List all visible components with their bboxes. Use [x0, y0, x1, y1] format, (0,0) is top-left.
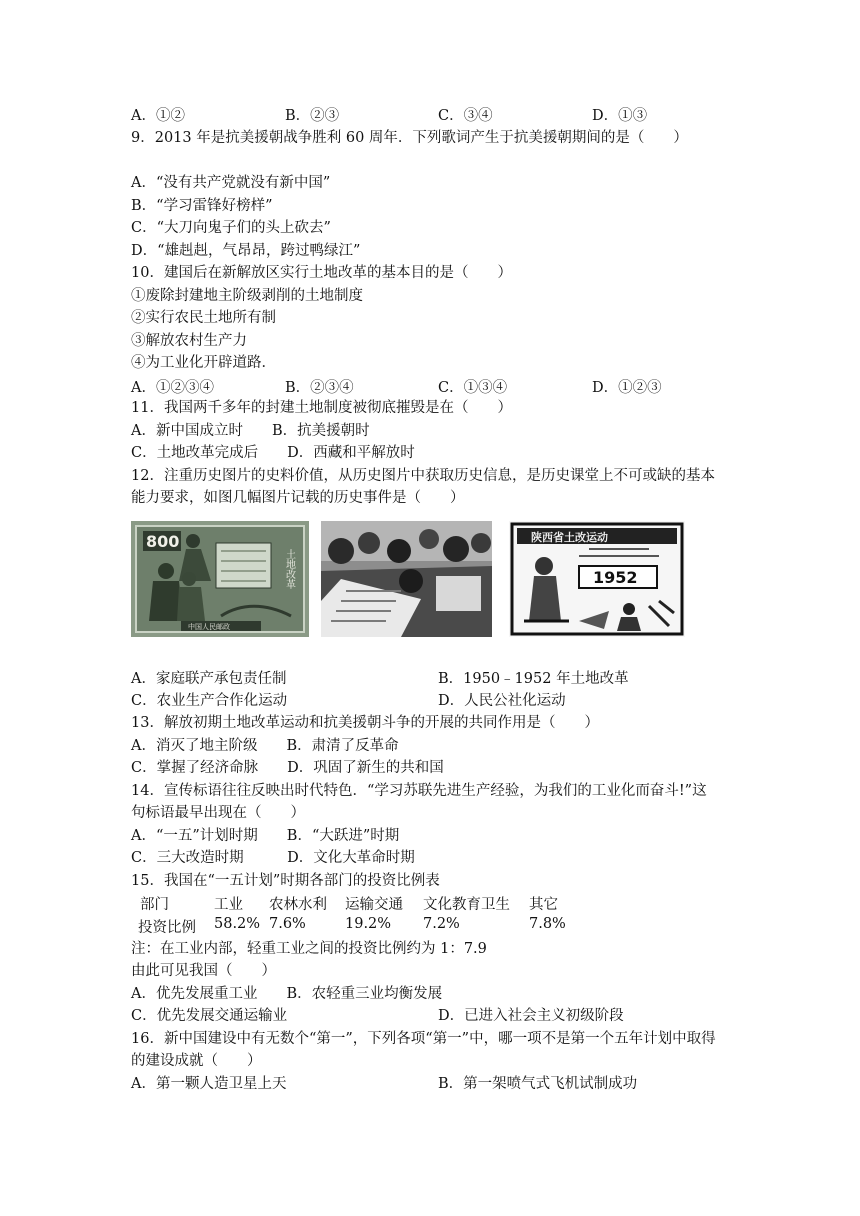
q15-note: 注：在工业内部，轻重工业之间的投资比例约为 1：7.9 — [131, 941, 487, 957]
q10-item-4: ④为工业化开辟道路． — [131, 355, 276, 371]
table-header-cell: 运输交通 — [345, 897, 403, 913]
q10-option-a[interactable]: A．①②③④ — [131, 380, 214, 396]
q8-option-d[interactable]: D．①③ — [592, 108, 648, 124]
land-reform-crowd-photo — [321, 521, 492, 637]
q12-option-a[interactable]: A．家庭联产承包责任制 — [131, 671, 287, 687]
q14-stem-line2: 句标语最早出现在（ ） — [131, 805, 305, 821]
table-cell: 19.2% — [345, 916, 392, 932]
table-cell: 投资比例 — [138, 920, 196, 936]
table-header-cell: 工业 — [214, 897, 243, 913]
q15-options-ab[interactable]: A．优先发展重工业 B．农轻重三业均衡发展 — [131, 986, 443, 1002]
stamp-illustration — [131, 521, 309, 637]
poster-year-text: 1952 — [593, 568, 638, 587]
q12-option-b[interactable]: B．1950﹣1952 年土地改革 — [438, 671, 629, 687]
q8-option-b[interactable]: B．②③ — [285, 108, 340, 124]
stamp-side-text: 土地改革 — [283, 549, 295, 589]
crowd-photo-illustration — [321, 521, 492, 637]
land-reform-stamp-image — [131, 521, 309, 637]
table-cell: 7.8% — [529, 916, 566, 932]
stamp-bottom-text: 中国人民邮政 — [188, 623, 230, 631]
q13-options-ab[interactable]: A．消灭了地主阶级 B．肃清了反革命 — [131, 738, 399, 754]
q8-option-a[interactable]: A．①② — [131, 108, 185, 124]
q10-option-b[interactable]: B．②③④ — [285, 380, 354, 396]
q15-question: 由此可见我国（ ） — [131, 963, 276, 979]
q14-options-ab[interactable]: A．“一五”计划时期 B．“大跃进”时期 — [131, 828, 400, 844]
q12-option-d[interactable]: D．人民公社化运动 — [438, 693, 566, 709]
stamp-value-text: 800 — [146, 532, 180, 551]
q15-stem: 15．我国在“一五计划”时期各部门的投资比例表 — [131, 873, 440, 889]
q14-stem-line1: 14．宣传标语往往反映出时代特色．“学习苏联先进生产经验，为我们的工业化而奋斗!”这 — [131, 783, 707, 799]
q14-options-cd[interactable]: C．三大改造时期 D．文化大革命时期 — [131, 850, 415, 866]
q15-option-d[interactable]: D．已进入社会主义初级阶段 — [438, 1008, 624, 1024]
q8-option-c[interactable]: C．③④ — [438, 108, 493, 124]
table-header-cell: 农林水利 — [269, 897, 327, 913]
q15-option-c[interactable]: C．优先发展交通运输业 — [131, 1008, 288, 1024]
q12-stem-line2: 能力要求，如图几幅图片记载的历史事件是（ ） — [131, 490, 465, 506]
q11-options-ab[interactable]: A．新中国成立时 B．抗美援朝时 — [131, 423, 370, 439]
table-header-cell: 文化教育卫生 — [423, 897, 510, 913]
q10-option-d[interactable]: D．①②③ — [592, 380, 662, 396]
q12-option-c[interactable]: C．农业生产合作化运动 — [131, 693, 288, 709]
q10-item-1: ①废除封建地主阶级剥削的土地制度 — [131, 288, 363, 304]
q10-item-3: ③解放农村生产力 — [131, 333, 247, 349]
q9-option-b[interactable]: B．“学习雷锋好榜样” — [131, 198, 273, 214]
table-cell: 7.2% — [423, 916, 460, 932]
q10-stem: 10．建国后在新解放区实行土地改革的基本目的是（ ） — [131, 265, 512, 281]
q9-option-d[interactable]: D．“雄赳赳，气昂昂，跨过鸭绿江” — [131, 243, 361, 259]
table-cell: 58.2% — [214, 916, 261, 932]
q9-option-a[interactable]: A．“没有共产党就没有新中国” — [131, 175, 331, 191]
table-header-cell: 部门 — [140, 897, 169, 913]
shaanxi-land-reform-poster — [509, 521, 685, 637]
q13-stem: 13．解放初期土地改革运动和抗美援朝斗争的开展的共同作用是（ ） — [131, 715, 599, 731]
q10-item-2: ②实行农民土地所有制 — [131, 310, 276, 326]
q11-options-cd[interactable]: C．土地改革完成后 D．西藏和平解放时 — [131, 445, 415, 461]
q16-stem-line1: 16．新中国建设中有无数个“第一”，下列各项“第一”中，哪一项不是第一个五年计划中取得 — [131, 1031, 716, 1047]
poster-title-text: 陕西省土改运动 — [531, 531, 608, 544]
q16-stem-line2: 的建设成就（ ） — [131, 1053, 262, 1069]
q16-option-b[interactable]: B．第一架喷气式飞机试制成功 — [438, 1076, 638, 1092]
q9-option-c[interactable]: C．“大刀向鬼子们的头上砍去” — [131, 220, 331, 236]
q12-stem-line1: 12．注重历史图片的史料价值，从历史图片中获取历史信息，是历史课堂上不可或缺的基本 — [131, 468, 715, 484]
table-cell: 7.6% — [269, 916, 306, 932]
q11-stem: 11．我国两千多年的封建土地制度被彻底摧毁是在（ ） — [131, 400, 512, 416]
poster-illustration — [509, 521, 685, 637]
table-header-cell: 其它 — [529, 897, 558, 913]
q10-option-c[interactable]: C．①③④ — [438, 380, 508, 396]
q16-option-a[interactable]: A．第一颗人造卫星上天 — [131, 1076, 287, 1092]
q9-stem: 9．2013 年是抗美援朝战争胜利 60 周年．下列歌词产生于抗美援朝期间的是（ ） — [131, 130, 688, 146]
q13-options-cd[interactable]: C．掌握了经济命脉 D．巩固了新生的共和国 — [131, 760, 444, 776]
